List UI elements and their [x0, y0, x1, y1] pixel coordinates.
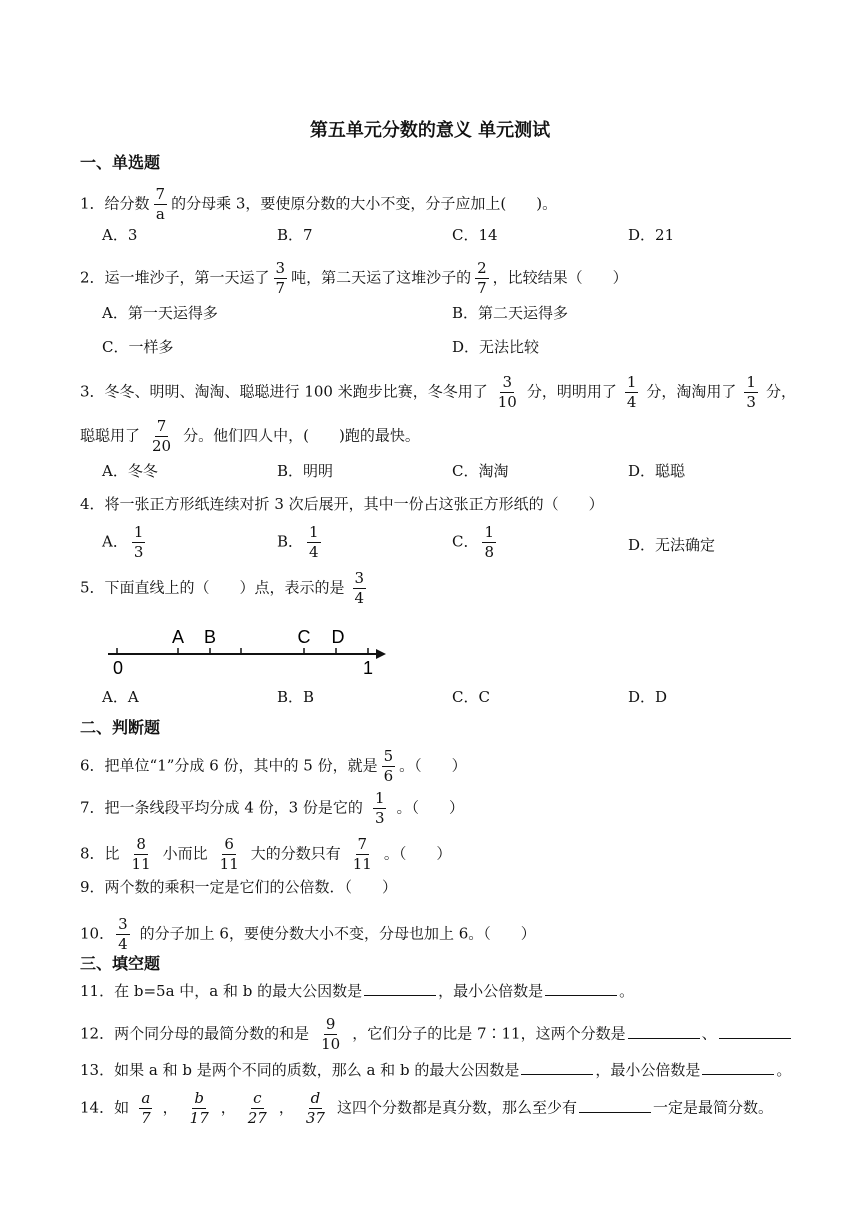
answer-blank[interactable] [702, 1060, 774, 1075]
question-text: 分，淘淘用了 [646, 382, 737, 401]
fraction: $\frac{6}{11}$ [219, 835, 239, 873]
answer-blank[interactable] [545, 981, 617, 996]
question-3 [80, 374, 796, 411]
question-text: ， [220, 1098, 236, 1117]
fraction: $\frac{9}{10}$ [321, 1015, 341, 1053]
question-text: ，最小公倍数是 [595, 1061, 701, 1079]
section-heading-judgment: 二、判断题 [80, 718, 161, 737]
question-10 [80, 916, 536, 953]
question-12 [80, 1016, 793, 1053]
option-a[interactable]: A． $\frac{1}{3}$ [102, 523, 144, 561]
option-d[interactable]: D．D [628, 688, 668, 706]
question-text: ，最小公倍数是 [438, 982, 544, 1000]
question-text: 3．冬冬、明明、淘淘、聪聪进行 100 米跑步比赛，冬冬用了 [80, 382, 488, 401]
section-heading-single-choice: 一、单选题 [80, 153, 161, 172]
fraction: $\frac{5}{6}$ [383, 747, 394, 785]
answer-blank[interactable] [719, 1024, 791, 1039]
fraction: $\frac{3}{4}$ [354, 569, 365, 607]
option-c[interactable]: C．一样多 [102, 338, 174, 356]
question-text: 2．运一堆沙子，第一天运了 [80, 268, 270, 287]
fraction: $\frac{1}{4}$ [626, 373, 637, 411]
question-text: 聪聪用了 [80, 426, 141, 445]
fraction: $\frac{1}{3}$ [374, 789, 385, 827]
option-c[interactable]: C．淘淘 [452, 462, 509, 480]
fraction: $\frac{1}{3}$ [746, 373, 756, 411]
question-text: 5．下面直线上的（ ）点，表示的是 [80, 578, 345, 597]
question-13 [80, 1060, 791, 1080]
question-text: 、 [701, 1024, 717, 1043]
question-text: ， [278, 1098, 294, 1117]
option-b[interactable]: B．B [277, 688, 315, 706]
question-text: 大的分数只有 [250, 844, 341, 863]
option-d[interactable]: D．无法比较 [452, 338, 540, 356]
fraction: $\frac{1}{4}$ [309, 523, 319, 561]
option-a[interactable]: A．冬冬 [102, 462, 158, 480]
question-text: 。 [776, 1061, 792, 1079]
question-text: 14．如 [80, 1098, 130, 1117]
question-text: 7．把一条线段平均分成 4 份，3 份是它的 [80, 798, 363, 817]
point-label-d: D [331, 627, 345, 647]
question-text: 1．给分数 [80, 194, 150, 213]
point-label-a: A [171, 627, 185, 647]
question-text: 的分子加上 6，要使分数大小不变，分母也加上 6。（ ） [139, 924, 536, 943]
question-text: 11．在 b=5a 中，a 和 b 的最大公因数是 [80, 982, 363, 1000]
question-text: 。（ ） [396, 798, 464, 817]
question-text: ，它们分子的比是 7∶11，这两个分数是 [352, 1024, 626, 1043]
question-text: 6．把单位“1”分成 6 份，其中的 5 份，就是 [80, 756, 378, 775]
question-text: 小而比 [162, 844, 208, 863]
fraction: $\frac{1}{8}$ [484, 523, 495, 561]
option-c[interactable]: C．C [452, 688, 490, 706]
question-text: 分，明明用了 [526, 382, 617, 401]
question-text: ， [162, 1098, 178, 1117]
question-6 [80, 748, 467, 785]
answer-blank[interactable] [364, 981, 436, 996]
question-2 [80, 260, 628, 297]
fraction: $\frac{3}{7}$ [275, 259, 286, 297]
fraction: $\frac{1}{3}$ [133, 523, 144, 561]
question-text: 吨，第二天运了这堆沙子的 [291, 268, 472, 287]
fraction: $\frac{c}{27}$ [247, 1089, 267, 1127]
point-label-one: 1 [362, 658, 374, 678]
answer-blank[interactable] [579, 1098, 651, 1113]
page-title: 第五单元分数的意义 单元测试 [309, 120, 551, 141]
question-text: 分， [765, 382, 796, 401]
fraction: $\frac{3}{10}$ [497, 373, 517, 411]
option-a[interactable]: A．A [102, 688, 139, 706]
point-label-zero: 0 [112, 658, 124, 678]
option-c[interactable]: C．14 [452, 226, 498, 244]
option-d[interactable]: D．21 [628, 226, 675, 244]
fraction: $\frac{7}{a}$ [155, 185, 166, 223]
fraction: $\frac{7}{11}$ [352, 835, 372, 873]
question-text: 8．比 [80, 844, 120, 863]
question-5 [80, 570, 374, 607]
question-text: 。（ ） [383, 844, 452, 863]
option-b[interactable]: B．7 [277, 226, 313, 244]
question-8 [80, 836, 451, 873]
option-c[interactable]: C． $\frac{1}{8}$ [452, 523, 495, 561]
option-b[interactable]: B．明明 [277, 462, 334, 480]
question-1 [80, 186, 557, 223]
option-a[interactable]: A．第一天运得多 [102, 304, 218, 322]
point-label-b: B [203, 627, 217, 647]
question-4: 4．将一张正方形纸连续对折 3 次后展开，其中一份占这张正方形纸的（ ） [80, 495, 604, 513]
question-text: 一定是最简分数。 [652, 1098, 773, 1117]
fraction: $\frac{b}{17}$ [189, 1089, 209, 1127]
number-line-arrow-icon [376, 649, 386, 659]
fraction: $\frac{d}{37}$ [305, 1089, 325, 1127]
option-d[interactable]: D．聪聪 [628, 462, 686, 480]
question-text: 这四个分数都是真分数，那么至少有 [336, 1098, 577, 1117]
question-3-continued [80, 418, 420, 455]
question-text: 。（ ） [399, 756, 467, 775]
point-label-c: C [297, 627, 311, 647]
fraction: $\frac{a}{7}$ [141, 1089, 151, 1127]
fraction: $\frac{3}{4}$ [118, 915, 128, 953]
question-14 [80, 1090, 773, 1127]
question-text: 分。他们四人中，( )跑的最快。 [183, 426, 420, 445]
question-9: 9．两个数的乘积一定是它们的公倍数．（ ） [80, 878, 398, 896]
question-text: 的分母乘 3，要使原分数的大小不变，分子应加上( )。 [171, 194, 558, 213]
option-b[interactable]: B．第二天运得多 [452, 304, 569, 322]
question-text: 12．两个同分母的最简分数的和是 [80, 1024, 310, 1043]
fraction: $\frac{8}{11}$ [131, 835, 151, 873]
option-a[interactable]: A．3 [102, 226, 138, 244]
answer-blank[interactable] [628, 1024, 700, 1039]
question-11 [80, 981, 634, 1001]
option-b[interactable]: B． $\frac{1}{4}$ [277, 523, 319, 561]
question-7 [80, 790, 464, 827]
option-d[interactable]: D．无法确定 [628, 536, 716, 554]
question-text: 10． [80, 924, 115, 943]
section-heading-fill-in: 三、填空题 [80, 954, 161, 973]
question-text: ，比较结果（ ） [492, 268, 628, 287]
answer-blank[interactable] [521, 1060, 593, 1075]
question-text: 。 [619, 982, 635, 1000]
number-line-figure [100, 624, 400, 680]
fraction: $\frac{2}{7}$ [477, 259, 487, 297]
fraction: $\frac{7}{20}$ [152, 417, 172, 455]
question-text: 13．如果 a 和 b 是两个不同的质数，那么 a 和 b 的最大公因数是 [80, 1061, 520, 1079]
